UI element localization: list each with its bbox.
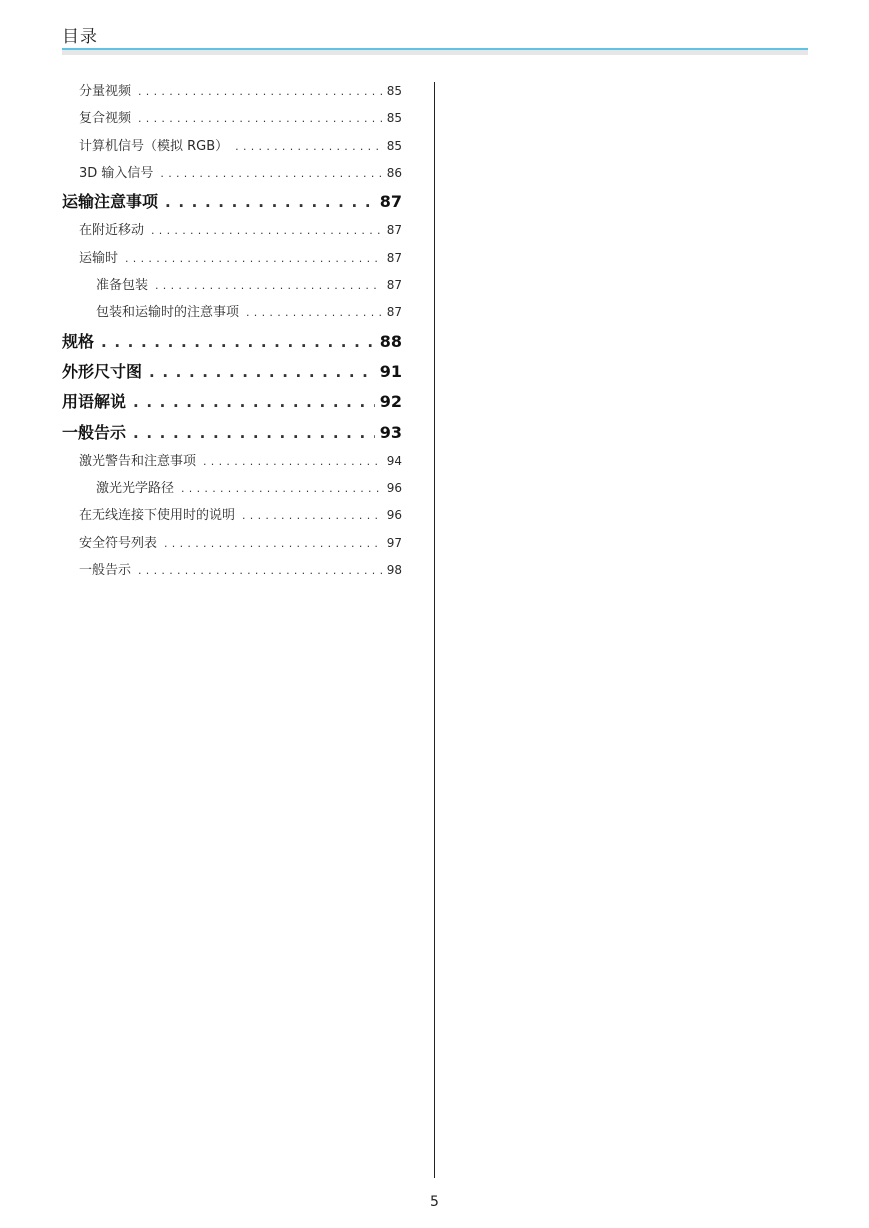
toc-entry[interactable] (62, 448, 402, 475)
toc-entry-title: 激光警告和注意事项 (79, 453, 197, 469)
toc-subentry[interactable] (62, 272, 402, 299)
toc-entry-title: 在附近移动 (79, 223, 145, 239)
toc-entry-page: 87 (386, 278, 402, 293)
toc-entry-title: 分量视频 (79, 84, 132, 99)
toc-entry-title: 在无线连接下使用时的说明 (79, 508, 236, 524)
toc-entry[interactable] (62, 105, 402, 132)
table-of-contents (62, 78, 402, 584)
column-divider (434, 82, 435, 1178)
toc-entry-page: 92 (379, 392, 402, 412)
toc-entry-page: 96 (386, 508, 402, 523)
toc-entry-page: 88 (379, 331, 402, 351)
toc-entry-page: 97 (386, 535, 402, 550)
toc-entry-page: 94 (386, 453, 402, 468)
toc-entry-page: 91 (379, 361, 402, 381)
toc-leader-dots (149, 357, 375, 387)
toc-entry-title: 一般告示 (62, 422, 127, 442)
toc-entry-title: 外形尺寸图 (62, 361, 143, 381)
toc-leader-dots (242, 502, 382, 529)
toc-leader-dots (138, 557, 382, 584)
toc-entry-title: 运输时 (79, 250, 119, 266)
toc-entry-page: 96 (386, 481, 402, 496)
toc-entry-page: 87 (386, 250, 402, 265)
toc-subentry[interactable] (62, 299, 402, 326)
toc-entry[interactable] (62, 530, 402, 557)
toc-entry-title: 3D 输入信号 (79, 165, 154, 181)
toc-leader-dots (235, 133, 382, 160)
toc-entry-title: 一般告示 (79, 563, 132, 579)
toc-entry-page: 87 (386, 305, 402, 320)
toc-entry-page: 85 (386, 111, 402, 126)
toc-entry-page: 93 (379, 422, 402, 442)
toc-entry-title: 用语解说 (62, 392, 127, 412)
toc-chapter-entry[interactable] (62, 357, 402, 387)
toc-entry[interactable] (62, 557, 402, 584)
toc-leader-dots (165, 187, 375, 217)
toc-entry-page: 85 (386, 138, 402, 153)
toc-entry-title: 规格 (62, 331, 95, 351)
toc-chapter-entry[interactable] (62, 387, 402, 417)
toc-leader-dots (125, 245, 382, 272)
toc-leader-dots (155, 272, 382, 299)
toc-entry[interactable] (62, 78, 402, 105)
toc-leader-dots (160, 160, 381, 187)
toc-leader-dots (138, 105, 382, 132)
toc-entry-title: 复合视频 (79, 111, 132, 127)
toc-entry-title: 安全符号列表 (79, 535, 158, 551)
page-header-title: 目录 (62, 27, 98, 47)
toc-entry-page: 87 (386, 223, 402, 238)
toc-entry[interactable] (62, 502, 402, 529)
toc-entry-page: 87 (379, 192, 402, 212)
toc-leader-dots (181, 475, 382, 502)
toc-leader-dots (151, 217, 382, 244)
toc-entry-page: 98 (386, 563, 402, 578)
page-number: 5 (430, 1194, 439, 1210)
toc-leader-dots (246, 299, 382, 326)
toc-chapter-entry[interactable] (62, 187, 402, 217)
toc-entry-title: 准备包装 (96, 278, 149, 294)
toc-subentry[interactable] (62, 475, 402, 502)
toc-entry-title: 计算机信号（模拟 RGB） (79, 138, 229, 154)
toc-entry-page: 86 (386, 165, 402, 180)
toc-leader-dots (133, 418, 375, 448)
toc-entry-title: 激光光学路径 (96, 481, 175, 497)
toc-entry[interactable] (62, 160, 402, 187)
toc-chapter-entry[interactable] (62, 327, 402, 357)
toc-entry[interactable] (62, 245, 402, 272)
toc-leader-dots (138, 78, 382, 105)
toc-leader-dots (101, 327, 375, 357)
toc-entry-page: 85 (386, 84, 402, 98)
toc-leader-dots (164, 530, 382, 557)
toc-entry[interactable] (62, 217, 402, 244)
toc-entry[interactable] (62, 133, 402, 160)
header-rule-shadow (62, 50, 808, 55)
toc-chapter-entry[interactable] (62, 418, 402, 448)
toc-leader-dots (203, 448, 382, 475)
toc-leader-dots (133, 387, 375, 417)
toc-entry-title: 运输注意事项 (62, 192, 159, 212)
toc-entry-title: 包装和运输时的注意事项 (96, 305, 240, 321)
